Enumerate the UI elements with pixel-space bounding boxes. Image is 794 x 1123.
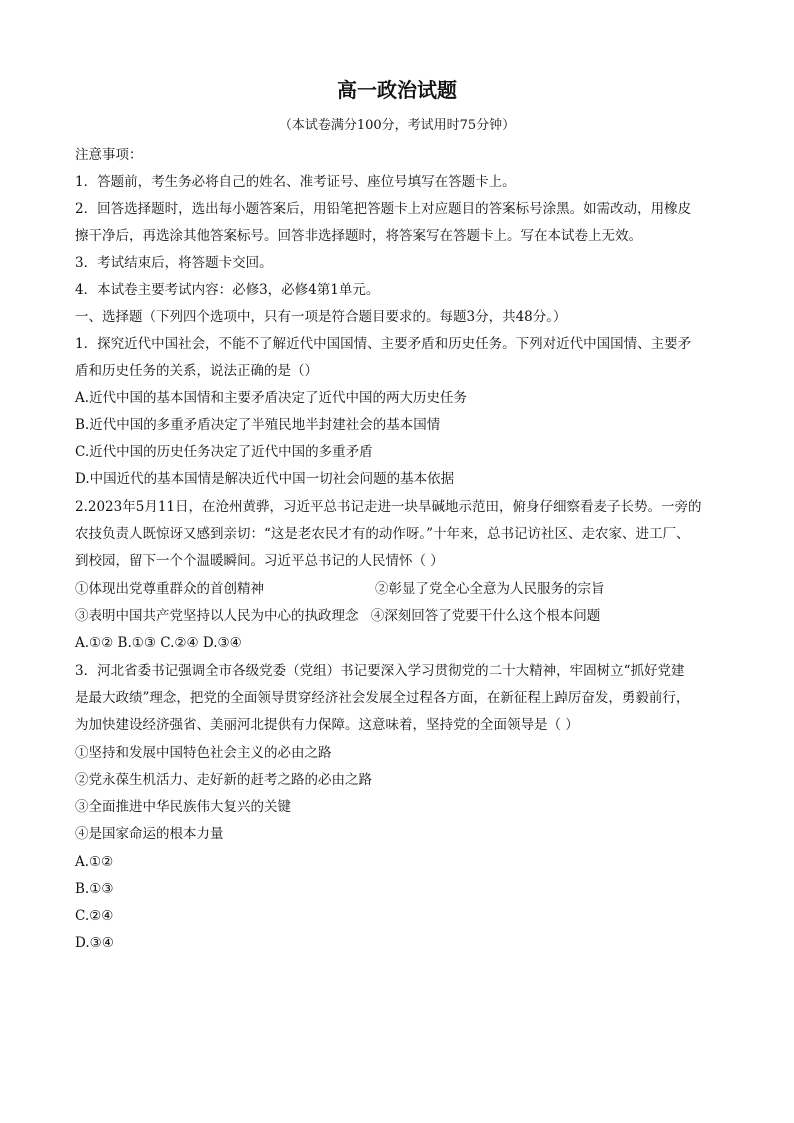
notes-item: 3．考试结束后，将答题卡交回。 [75,255,273,271]
notes-item: 1．答题前，考生务必将自己的姓名、准考证号、座位号填写在答题卡上。 [75,174,516,190]
q3-stem-line: 为加快建设经济强省、美丽河北提供有力保障。这意味着，坚持党的全面领导是（ ） [75,717,579,733]
q3-item-4: ④是国家命运的根本力量 [75,826,224,842]
page-subtitle: （本试卷满分100分，考试用时75分钟） [278,118,516,133]
q3-option-d: D.③④ [75,935,114,951]
q3-option-c: C.②④ [75,908,114,924]
q3-item-2: ②党永葆生机活力、走好新的赶考之路的必由之路 [75,772,372,788]
notes-heading: 注意事项： [75,147,143,163]
q2-stem-line: 2.2023年5月11日，在沧州黄骅，习近平总书记走进一块旱碱地示范田，俯身仔细察看麦子长势。一旁的 [75,499,702,515]
notes-item: 擦干净后，再选涂其他答案标号。回答非选择题时，将答案写在答题卡上。写在本试卷上无效。 [75,228,642,244]
q2-stem-line: 农技负责人既惊讶又感到亲切：“这是老农民才有的动作呀。”十年来，总书记访社区、走农家、进工厂、 [75,526,690,542]
q2-item-2: ②彰显了党全心全意为人民服务的宗旨 [375,581,605,597]
q2-item-3: ③表明中国共产党坚持以人民为中心的执政理念 [75,608,359,624]
q2-item-4: ④深刻回答了党要干什么这个根本问题 [370,608,601,624]
q2-choices: A.①② B.①③ C.②④ D.③④ [75,635,242,651]
q3-stem-line: 是最大政绩”理念，把党的全面领导贯穿经济社会发展全过程各方面，在新征程上踔厉奋发，勇毅前行， [75,690,690,706]
q1-stem-line: 盾和历史任务的关系，说法正确的是（） [75,363,318,379]
notes-item: 2．回答选择题时，选出每小题答案后，用铅笔把答题卡上对应题目的答案标号涂黑。如需改动，用橡皮 [75,201,692,217]
q1-option-c: C.近代中国的历史任务决定了近代中国的多重矛盾 [75,444,373,460]
q2-item-1: ①体现出党尊重群众的首创精神 [75,581,264,597]
q2-items-row-1 [75,579,725,599]
q3-option-a: A.①② [75,854,114,870]
q3-item-3: ③全面推进中华民族伟大复兴的关键 [75,799,291,815]
q1-option-a: A.近代中国的基本国情和主要矛盾决定了近代中国的两大历史任务 [75,390,468,406]
page-title: 高一政治试题 [337,78,457,102]
q1-stem-line: 1．探究近代中国社会，不能不了解近代中国国情、主要矛盾和历史任务。下列对近代中国国情、主要矛 [75,336,692,352]
q3-stem-line: 3．河北省委书记强调全市各级党委（党组）书记要深入学习贯彻党的二十大精神，牢固树立“抓好党建 [75,663,685,679]
q2-items-row-2 [75,606,725,626]
q2-stem-line: 到校园，留下一个个温暖瞬间。习近平总书记的人民情怀（ ） [75,553,444,569]
q3-item-1: ①坚持和发展中国特色社会主义的必由之路 [75,745,332,761]
section-heading: 一、选择题（下列四个选项中，只有一项是符合题目要求的。每题3分，共48分。） [75,309,567,325]
q1-option-b: B.近代中国的多重矛盾决定了半殖民地半封建社会的基本国情 [75,417,441,433]
notes-item: 4．本试卷主要考试内容：必修3，必修4第1单元。 [75,282,380,298]
q1-option-d: D.中国近代的基本国情是解决近代中国一切社会问题的基本依据 [75,471,455,487]
q3-option-b: B.①③ [75,881,114,897]
